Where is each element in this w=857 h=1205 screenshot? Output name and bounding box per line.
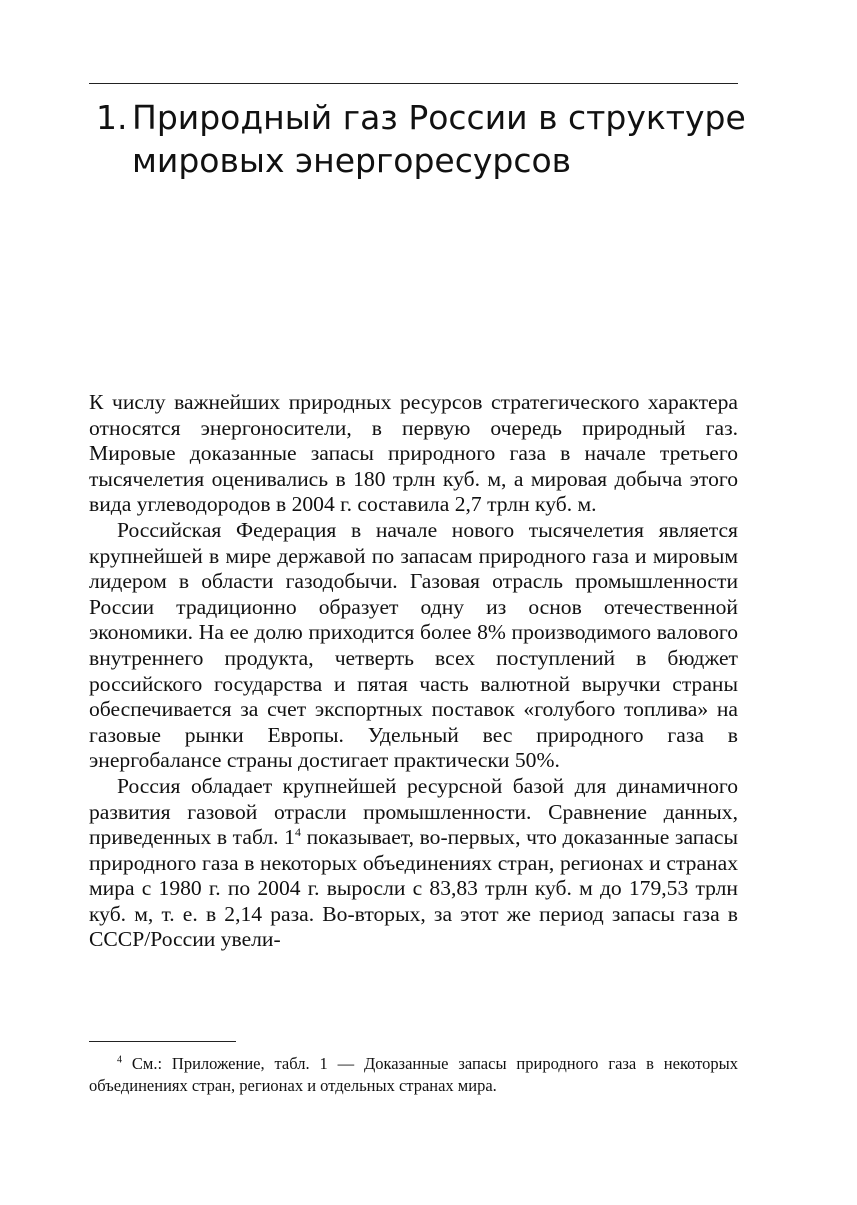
chapter-number: 1. [96,98,128,137]
top-rule [89,83,738,84]
paragraph-1: К числу важнейших природных ресурсов стратегического характера относятся энергоносители, в первую очередь природный газ. Мировые доказанные запасы природного газа в начале третьего тысячелетия оценивались в 180 трлн куб. м, а мировая добыча этого вида углеводородов в 2004 г. составила 2,7 трлн куб. м. [89,390,738,517]
paragraph-2: Российская Федерация в начале нового тысячелетия является крупнейшей в мире державой по запасам природного газа и мировым лидером в области газодобычи. Газовая отрасль промышленности России традиционно образует одну из основ отечественной экономики. На ее долю приходится более 8% производимого валового внутреннего продукта, четверть всех поступлений в бюджет российского государства и пятая часть валютной выручки страны обеспечивается за счет экспортных поставок «голубого топлива» на газовые рынки Европы. Удельный вес природного газа в энергобалансе страны достигает практически 50%. [89,517,738,773]
chapter-heading [96,96,746,182]
chapter-title-line2: мировых энергоресурсов [132,141,572,180]
footnote-rule [89,1041,236,1042]
chapter-title-text1: Природный газ России в структуре [132,98,746,137]
footnote-marker: 4 [117,1054,122,1066]
chapter-title-line1 [96,96,746,139]
paragraph-3 [89,774,738,953]
footnote-text: См.: Приложение, табл. 1 — Доказанные запасы природного газа в некоторых объединениях стран, регионах и отдельных странах мира. [89,1054,738,1095]
paragraph-3-text-before: Россия обладает крупнейшей ресурсной базой для динамичного развития газовой отрасли промышленности. Сравнение данных, приведенных в табл. 1 [89,773,738,850]
footnote [89,1053,738,1096]
footnote-reference[interactable]: 4 [294,824,301,839]
paragraph-3-text-after: показывает, во-первых, что доказанные запасы природного газа в некоторых объединениях стран, регионах и странах мира с 1980 г. по 2004 г. выросли с 83,83 трлн куб. м до 179,53 трлн куб. м, т. е. в 2,14 раза. Во-вторых, за этот же период запасы газа в СССР/России увели- [89,825,738,952]
body-text [89,390,738,953]
